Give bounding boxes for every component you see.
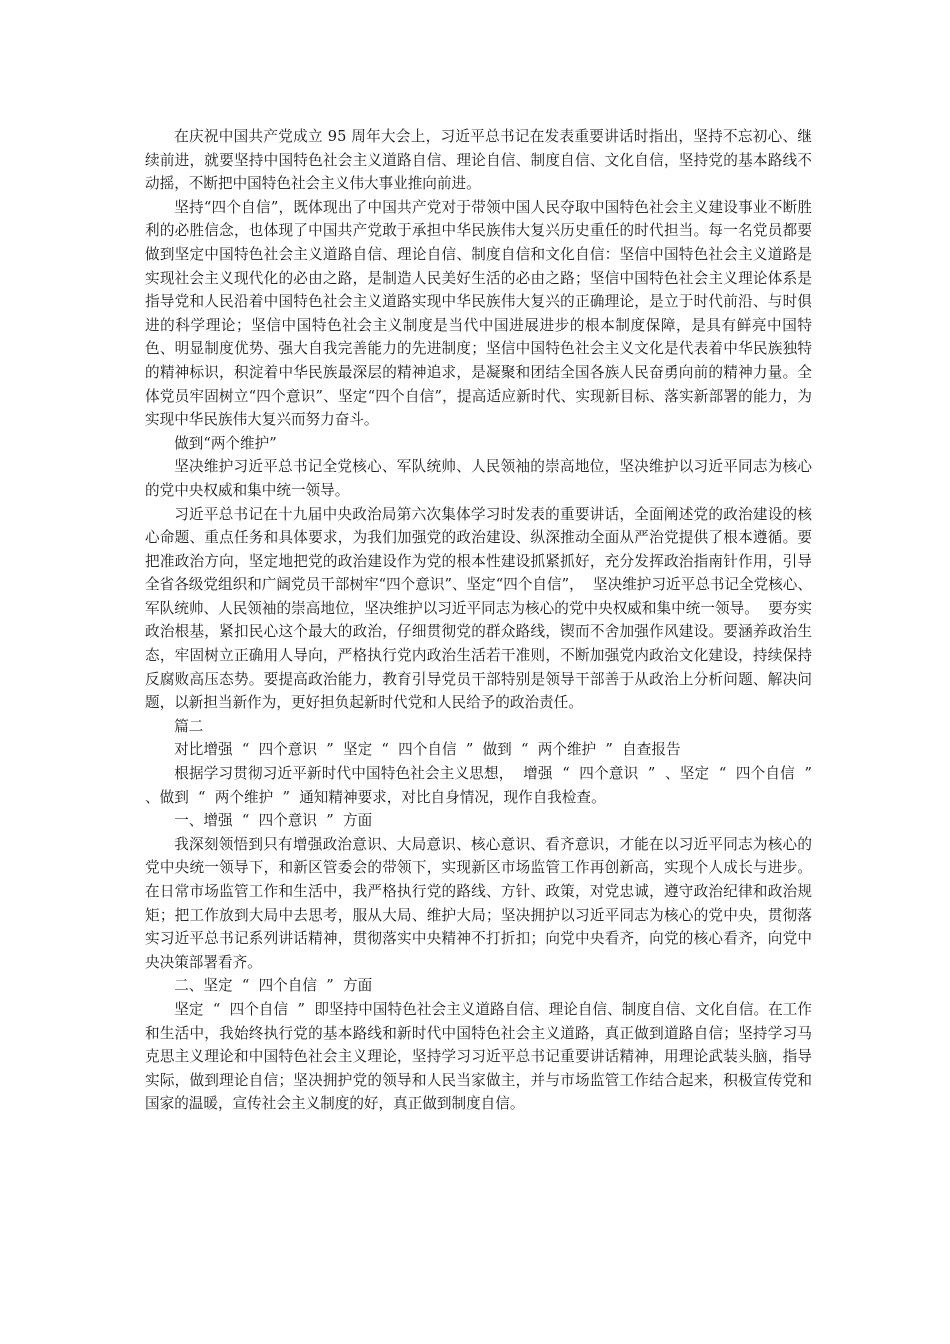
heading-section-two: 二、坚定 “ 四个自信 ” 方面 bbox=[174, 977, 373, 995]
paragraph-section-one: 我深刻领悟到只有增强政治意识、大局意识、核心意识、看齐意识，才能在以习近平同志为核心的党中央统一领导下，和新区管委会的带领下，实现新区市场监管工作再创新高，实现个人成长与进步。在日常市场监管工作和生活中，我严格执行党的路线、方针、政策，对党忠诚，遵守政治纪律和政治规矩；把工作放到大局中去思考，服从大局、维护大局；坚决拥护以习近平同志为核心的党中央，贯彻落实习近平总书记系列讲话精神，贯彻落实中央精神不打折扣；向党中央看齐，向党的核心看齐，向党中央决策部署看齐。 bbox=[145, 835, 812, 971]
heading-part-two: 篇二 bbox=[174, 717, 204, 735]
heading-section-one: 一、增强 “ 四个意识 ” 方面 bbox=[174, 812, 373, 830]
paragraph-section-two: 坚定 “ 四个自信 ” 即坚持中国特色社会主义道路自信、理论自信、制度自信、文化自信。在工作和生活中，我始终执行党的基本路线和新时代中国特色社会主义道路，真正做到道路自信；坚持学习马克思主义理论和中国特色社会主义理论，坚持学习习近平总书记重要讲话精神，用理论武装头脑，指导实际，做到理论自信；坚决拥护党的领导和人民当家做主，并与市场监管工作结合起来，积极宣传党和国家的温暖，宣传社会主义制度的好，真正做到制度自信。 bbox=[145, 1000, 812, 1113]
heading-self-check-report: 对比增强 “ 四个意识 ” 坚定 “ 四个自信 ” 做到 “ 两个维护 ” 自查报告 bbox=[174, 741, 681, 759]
paragraph-safeguard-core: 坚决维护习近平总书记全党核心、军队统帅、人民领袖的崇高地位，坚决维护以习近平同志为核心的党中央权威和集中统一领导。 bbox=[145, 458, 812, 499]
paragraph-four-confidences: 坚持“四个自信”，既体现出了中国共产党对于带领中国人民夺取中国特色社会主义建设事业不断胜利的必胜信念，也体现了中国共产党敢于承担中华民族伟大复兴历史重任的时代担当。每一名党员都要做到坚定中国特色社会主义道路自信、理论自信、制度自信和文化自信：坚信中国特色社会主义道路是实现社会主义现代化的必由之路，是制造人民美好生活的必由之路；坚信中国特色社会主义理论体系是指导党和人民沿着中国特色社会主义道路实现中华民族伟大复兴的正确理论，是立于时代前沿、与时俱进的科学理论；坚信中国特色社会主义制度是当代中国进展进步的根本制度保障，是具有鲜亮中国特色、明显制度优势、强大自我完善能力的先进制度；坚信中国特色社会主义文化是代表着中华民族独特的精神标识，积淀着中华民族最深层的精神追求，是凝聚和团结全国各族人民奋勇向前的精神力量。全体党员牢固树立“四个意识”、坚定“四个自信”，提高适应新时代、实现新目标、落实新部署的能力，为实现中华民族伟大复兴而努力奋斗。 bbox=[145, 198, 812, 429]
paragraph-report-intro: 根据学习贯彻习近平新时代中国特色社会主义思想， 增强 “ 四个意识 ” 、坚定 “ 四个自信 ” 、做到 “ 两个维护 ” 通知精神要求，对比自身情况，现作自我检查。 bbox=[145, 765, 822, 806]
paragraph-intro: 在庆祝中国共产党成立 95 周年大会上，习近平总书记在发表重要讲话时指出，坚持不忘初心、继续前进，就要坚持中国特色社会主义道路自信、理论自信、制度自信、文化自信，坚持党的基本路线不动摇，不断把中国特色社会主义伟大事业推向前进。 bbox=[145, 128, 812, 193]
document-body bbox=[145, 125, 822, 1116]
paragraph-political-building: 习近平总书记在十九届中央政治局第六次集体学习时发表的重要讲话，全面阐述党的政治建设的核心命题、重点任务和具体要求，为我们加强党的政治建设、纵深推动全面从严治党提供了根本遵循。要把准政治方向，坚定地把党的政治建设作为党的根本性建设抓紧抓好，充分发挥政治指南针作用，引导全省各级党组织和广阔党员干部树牢“四个意识”、坚定“四个自信”， 坚决维护习近平总书记全党核心、军队统帅、人民领袖的崇高地位，坚决维护以习近平同志为核心的党中央权威和集中统一领导。 要夯实政治根基，紧扣民心这个最大的政治，仔细贯彻党的群众路线，锲而不舍加强作风建设。要涵养政治生态，牢固树立正确用人导向，严格执行党内政治生活若干准则，不断加强党内政治文化建设，持续保持反腐败高压态势。要提高政治能力，教育引导党员干部特别是领导干部善于从政治上分析问题、解决问题，以新担当新作为，更好担负起新时代党和人民给予的政治责任。 bbox=[145, 505, 812, 712]
heading-two-safeguards: 做到“两个维护” bbox=[174, 434, 277, 452]
